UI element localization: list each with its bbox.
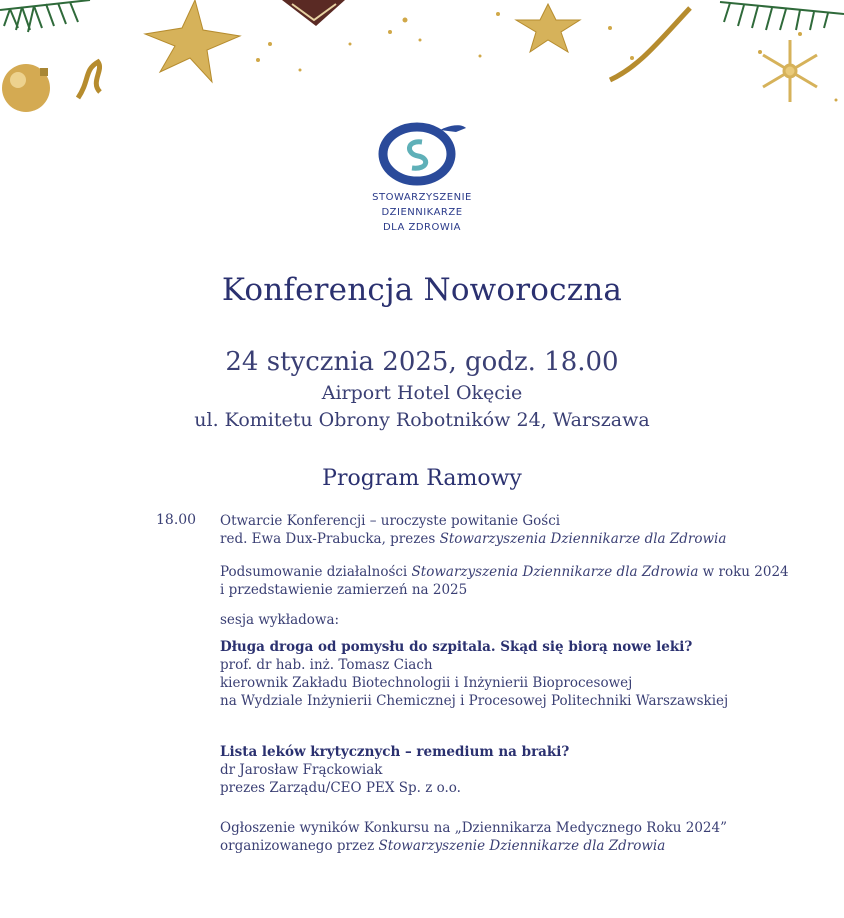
opening-line-2	[220, 530, 820, 548]
lecture-1-speaker: prof. dr hab. inż. Tomasz Ciach	[220, 657, 433, 673]
gold-star-icon	[516, 4, 580, 52]
snowflake-icon	[763, 40, 817, 102]
lecture-1-role-1: kierownik Zakładu Biotechnologii i Inżynierii Bioprocesowej	[220, 675, 633, 691]
venue-name: Airport Hotel Okęcie	[321, 382, 523, 404]
ornament-icon	[282, 0, 345, 26]
lecture-2	[220, 743, 820, 797]
summary-suffix: w roku 2024	[698, 564, 789, 580]
event-date: 24 stycznia 2025, godz. 18.00	[225, 347, 619, 377]
logo-line-2: DZIENNIKARZE	[381, 207, 463, 218]
award-line-2	[220, 837, 820, 855]
opening-speaker: red. Ewa Dux-Prabucka, prezes	[220, 531, 440, 547]
award-item	[220, 819, 820, 855]
program-heading: Program Ramowy	[322, 466, 522, 491]
summary-prefix: Podsumowanie działalności	[220, 564, 412, 580]
ribbon-icon	[610, 8, 690, 80]
opening-item	[220, 512, 820, 548]
logo-line-3: DLA ZDROWIA	[382, 222, 462, 233]
gold-bauble-icon	[2, 64, 50, 112]
lecture-1-title: Długa droga od pomysłu do szpitala. Skąd się biorą nowe leki?	[220, 639, 693, 655]
summary-line-1	[220, 563, 820, 581]
summary-item	[220, 563, 820, 599]
pine-branch-icon	[720, 2, 844, 30]
christmas-decoration	[0, 0, 844, 130]
ribbon-icon	[78, 62, 100, 98]
award-prefix: organizowanego przez	[220, 838, 379, 854]
award-association: Stowarzyszenie Dziennikarze dla Zdrowia	[378, 838, 666, 854]
lecture-2-role: prezes Zarządu/CEO PEX Sp. z o.o.	[220, 780, 461, 796]
summary-line-2: i przedstawienie zamierzeń na 2025	[220, 582, 468, 598]
lecture-2-speaker: dr Jarosław Frąckowiak	[220, 762, 383, 778]
opening-line-1: Otwarcie Konferencji – uroczyste powitanie Gości	[220, 513, 561, 529]
summary-association: Stowarzyszenia Dziennikarze dla Zdrowia	[411, 564, 699, 580]
logo-line-1: STOWARZYSZENIE	[372, 192, 472, 203]
venue-address: ul. Komitetu Obrony Robotników 24, Warszawa	[194, 409, 650, 431]
opening-association: Stowarzyszenia Dziennikarze dla Zdrowia	[439, 531, 727, 547]
award-line-1: Ogłoszenie wyników Konkursu na „Dziennikarza Medycznego Roku 2024”	[220, 820, 728, 836]
page-title: Konferencja Noworoczna	[221, 272, 623, 308]
gold-star-icon	[145, 0, 240, 82]
lecture-2-title: Lista leków krytycznych – remedium na braki?	[220, 744, 570, 760]
lecture-1	[220, 638, 820, 710]
program-time: 18.00	[156, 512, 197, 528]
pine-branch-icon	[0, 0, 90, 32]
logo-text	[330, 190, 514, 235]
lecture-1-role-2: na Wydziale Inżynierii Chemicznej i Procesowej Politechniki Warszawskiej	[220, 693, 729, 709]
session-label: sesja wykładowa:	[220, 612, 340, 628]
